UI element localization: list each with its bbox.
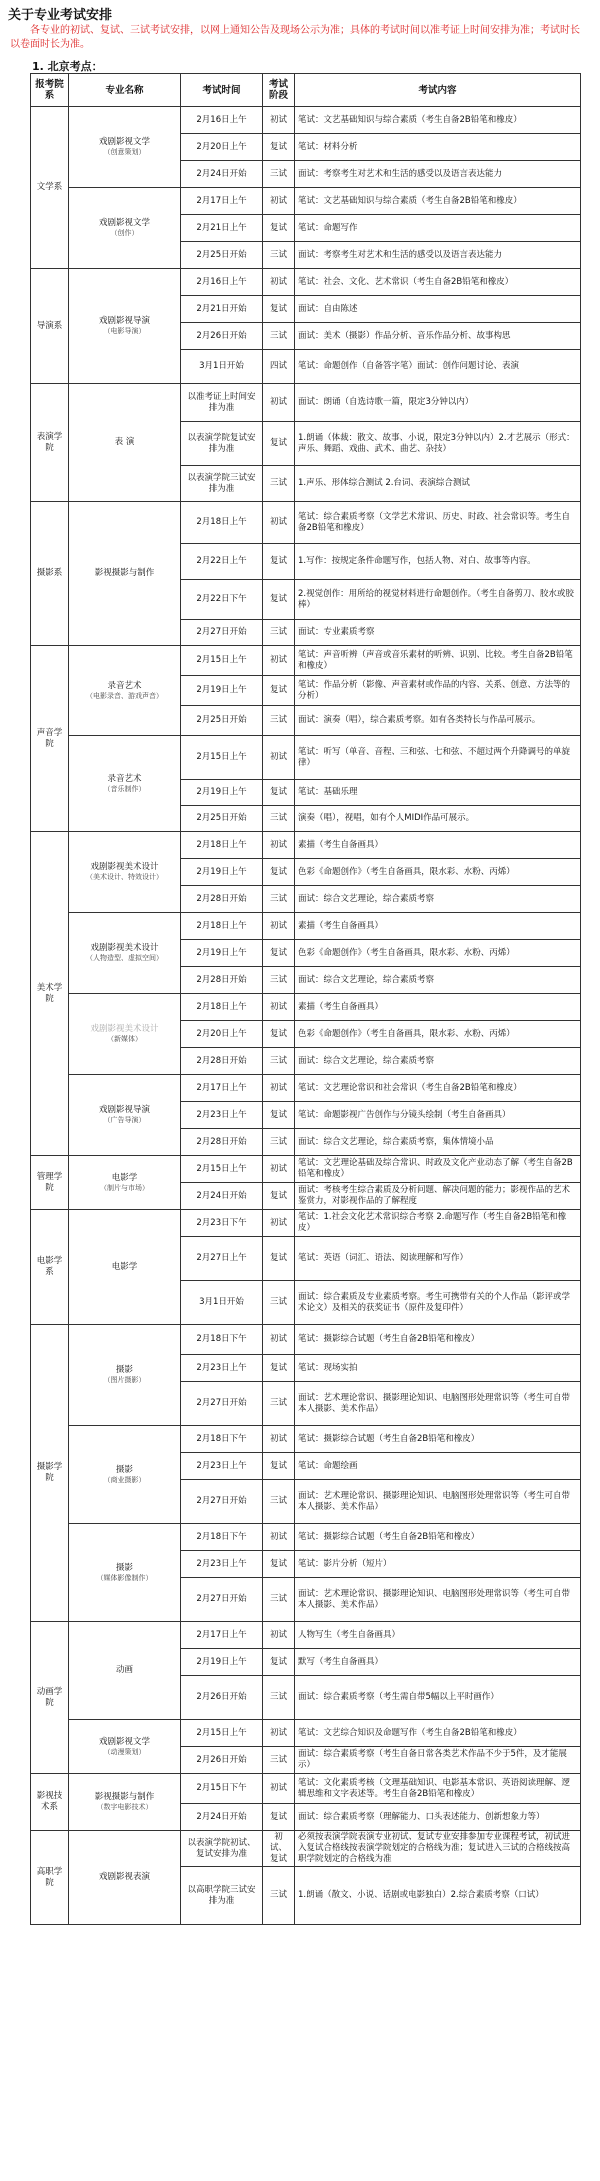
cell-stage: 初试: [263, 502, 295, 544]
cell-stage: 三试: [263, 620, 295, 646]
major-name: 戏剧影视文学: [98, 218, 150, 228]
cell-stage: 复试: [263, 1649, 295, 1676]
cell-stage: 复试: [263, 1355, 295, 1382]
cell-content: 默写（考生自备画具）: [295, 1649, 581, 1676]
cell-stage: 初试: [263, 1774, 295, 1804]
cell-content: 笔试：听写（单音、音程、三和弦、七和弦、不超过两个升降调号的单旋律）: [295, 736, 581, 780]
cell-time: 2月16日上午: [181, 269, 263, 296]
table-row: [31, 1831, 581, 1867]
cell-content: 素描（考生自备画具）: [295, 994, 581, 1021]
cell-content: 面试：美术（摄影）作品分析、音乐作品分析、故事构思: [295, 323, 581, 350]
cell-time: 2月22日下午: [181, 580, 263, 620]
cell-content: 面试：综合文艺理论，综合素质考察: [295, 886, 581, 913]
cell-stage: 三试: [263, 1129, 295, 1156]
cell-stage: 初试: [263, 913, 295, 940]
cell-time: 以准考证上时间安排为准: [181, 384, 263, 422]
cell-time: 2月17日上午: [181, 1075, 263, 1102]
table-row: [31, 1622, 581, 1649]
cell-stage: 复试: [263, 1021, 295, 1048]
table-row: [31, 1524, 581, 1551]
cell-college: 摄影系: [31, 502, 69, 646]
cell-stage: 三试: [263, 323, 295, 350]
cell-content: 笔试：作品分析（影像、声音素材或作品的内容、关系、创意、方法等的分析）: [295, 676, 581, 706]
cell-stage: 复试: [263, 940, 295, 967]
cell-college: 导演系: [31, 269, 69, 384]
cell-content: 笔试：文艺基础知识与综合素质（考生自备2B铅笔和橡皮）: [295, 107, 581, 134]
cell-content: 面试：综合素质考察（理解能力、口头表述能力、创新想象力等）: [295, 1804, 581, 1831]
cell-major: [69, 832, 181, 913]
cell-time: 2月27日开始: [181, 1578, 263, 1622]
cell-time: 2月18日上午: [181, 994, 263, 1021]
cell-college: 高职学院: [31, 1831, 69, 1925]
notice-text: 各专业的初试、复试、三试考试安排，以网上通知公告及现场公示为准；具体的考试时间以准考证上时间安排为准；考试时长以卷面时长为准。: [10, 25, 580, 50]
cell-college: 管理学院: [31, 1156, 69, 1210]
cell-time: 2月26日开始: [181, 323, 263, 350]
major-name: 影视摄影与制作: [94, 1792, 155, 1802]
major-subtitle: （创作）: [110, 229, 139, 237]
table-row: [31, 646, 581, 676]
cell-stage: 三试: [263, 1480, 295, 1524]
cell-stage: 复试: [263, 1551, 295, 1578]
cell-time: 2月25日开始: [181, 806, 263, 832]
cell-stage: 初试: [263, 1210, 295, 1237]
table-row: [31, 1720, 581, 1747]
cell-major: [69, 1524, 181, 1622]
header-stage: 考试阶段: [263, 74, 295, 107]
cell-time: 2月17日上午: [181, 188, 263, 215]
exam-schedule-table: [30, 73, 581, 1925]
cell-college: 电影学系: [31, 1210, 69, 1325]
cell-content: 必须按表演学院表演专业初试、复试专业安排参加专业课程考试，初试进入复试合格线按表演学院划定的合格线为准；复试进入三试的合格线按高职学院划定的合格线为准: [295, 1831, 581, 1867]
major-subtitle: （电影录音、游戏声音）: [86, 691, 163, 700]
header-major: 专业名称: [69, 74, 181, 107]
table-row: [31, 107, 581, 134]
cell-time: 2月23日上午: [181, 1355, 263, 1382]
cell-time: 2月19日上午: [181, 1649, 263, 1676]
header-time: 考试时间: [181, 74, 263, 107]
cell-major: [69, 188, 181, 269]
major-subtitle: （广告导演）: [103, 1116, 146, 1124]
cell-content: 笔试：文化素质考核（文理基础知识、电影基本常识、英语阅读理解、逻辑思维和文字表述等。考生自备2B铅笔和橡皮）: [295, 1774, 581, 1804]
major-subtitle: （媒体影像制作）: [96, 1573, 153, 1582]
cell-time: 以表演学院三试安排为准: [181, 466, 263, 502]
cell-stage: 初试: [263, 1156, 295, 1183]
major-name: 戏剧影视导演: [98, 316, 150, 326]
cell-time: 2月24日开始: [181, 1183, 263, 1210]
cell-content: 笔试：影片分析（短片）: [295, 1551, 581, 1578]
cell-stage: 三试: [263, 706, 295, 736]
cell-content: 笔试：命题创作（自备答字笔）面试：创作问题讨论、表演: [295, 350, 581, 384]
cell-stage: 三试: [263, 242, 295, 269]
cell-content: 面试：演奏（唱），综合素质考察。如有各类特长与作品可展示。: [295, 706, 581, 736]
cell-content: 笔试：文艺综合知识及命题写作（考生自备2B铅笔和橡皮）: [295, 1720, 581, 1747]
cell-time: 2月18日上午: [181, 913, 263, 940]
cell-time: 2月27日开始: [181, 1382, 263, 1426]
cell-time: 2月28日开始: [181, 967, 263, 994]
cell-content: 1.朗诵（体裁：散文、故事、小说，限定3分钟以内）2.才艺展示（形式：声乐、舞蹈、戏曲、武术、曲艺、杂技）: [295, 422, 581, 466]
cell-stage: 初试: [263, 1426, 295, 1453]
cell-stage: 三试: [263, 161, 295, 188]
cell-major: [69, 502, 181, 646]
cell-content: 面试：考察考生对艺术和生活的感受以及语言表达能力: [295, 161, 581, 188]
cell-stage: 复试: [263, 296, 295, 323]
cell-time: 3月1日开始: [181, 1281, 263, 1325]
cell-major: [69, 1156, 181, 1210]
cell-stage: 三试: [263, 886, 295, 913]
table-row: [31, 1210, 581, 1237]
cell-time: 2月26日开始: [181, 1676, 263, 1720]
major-name: 摄影: [115, 1562, 133, 1573]
major-name: 戏剧影视表演: [98, 1872, 150, 1882]
cell-content: 色彩《命题创作》（考生自备画具，限水彩、水粉、丙烯）: [295, 859, 581, 886]
cell-time: 2月23日上午: [181, 1551, 263, 1578]
cell-major: [69, 1426, 181, 1524]
major-subtitle: （动漫策划）: [103, 1747, 146, 1756]
cell-major: [69, 1325, 181, 1426]
cell-major: [69, 1210, 181, 1325]
major-name: 电影学: [111, 1261, 138, 1272]
cell-content: 面试：综合文艺理论，综合素质考察: [295, 1048, 581, 1075]
cell-major: [69, 384, 181, 502]
cell-content: 面试：自由陈述: [295, 296, 581, 323]
cell-stage: 复试: [263, 676, 295, 706]
cell-time: 2月15日上午: [181, 736, 263, 780]
cell-time: 2月15日下午: [181, 1774, 263, 1804]
cell-content: 笔试：基础乐理: [295, 780, 581, 806]
cell-content: 笔试：文艺理论基础及综合常识、时政及文化产业动态了解（考生自备2B铅笔和橡皮）: [295, 1156, 581, 1183]
cell-time: 2月24日开始: [181, 161, 263, 188]
cell-content: 面试：专业素质考察: [295, 620, 581, 646]
cell-time: 2月18日下午: [181, 1426, 263, 1453]
table-row: [31, 502, 581, 544]
cell-content: 笔试：材料分析: [295, 134, 581, 161]
table-row: [31, 1325, 581, 1355]
cell-stage: 三试: [263, 1382, 295, 1426]
cell-content: 色彩《命题创作》（考生自备画具，限水彩、水粉、丙烯）: [295, 1021, 581, 1048]
cell-stage: 三试: [263, 1676, 295, 1720]
cell-content: 面试：朗诵（自选诗歌一篇，限定3分钟以内）: [295, 384, 581, 422]
cell-time: 2月27日开始: [181, 620, 263, 646]
cell-college: 摄影学院: [31, 1325, 69, 1622]
table-body: [31, 107, 581, 1925]
cell-stage: 复试: [263, 1804, 295, 1831]
cell-stage: 三试: [263, 1281, 295, 1325]
cell-stage: 复试: [263, 580, 295, 620]
cell-time: 2月15日上午: [181, 646, 263, 676]
cell-stage: 三试: [263, 967, 295, 994]
cell-major: [69, 1075, 181, 1156]
major-name: 戏剧影视美术设计: [90, 1024, 159, 1034]
major-subtitle: （电影导演）: [103, 327, 146, 335]
cell-stage: 初试: [263, 1720, 295, 1747]
cell-stage: 复试: [263, 422, 295, 466]
cell-content: 面试：艺术理论常识、摄影理论知识、电脑图形处理常识等（考生可自带本人摄影、美术作品）: [295, 1382, 581, 1426]
cell-content: 1.声乐、形体综合测试 2.台词、表演综合测试: [295, 466, 581, 502]
cell-time: 2月28日开始: [181, 1048, 263, 1075]
cell-stage: 三试: [263, 806, 295, 832]
table-row: [31, 994, 581, 1021]
cell-college: 影视技术系: [31, 1774, 69, 1831]
major-name: 摄影: [115, 1365, 133, 1375]
cell-content: 演奏（唱），视唱，如有个人MIDI作品可展示。: [295, 806, 581, 832]
cell-time: 以高职学院三试安排为准: [181, 1867, 263, 1925]
cell-major: [69, 1720, 181, 1774]
major-subtitle: （新媒体）: [107, 1035, 142, 1043]
major-subtitle: （制片与市场）: [100, 1183, 149, 1192]
cell-time: 2月21日上午: [181, 215, 263, 242]
cell-stage: 初试: [263, 1524, 295, 1551]
cell-time: 2月24日开始: [181, 1804, 263, 1831]
cell-stage: 初试、复试: [263, 1831, 295, 1867]
major-subtitle: （创意策划）: [103, 148, 146, 156]
cell-stage: 三试: [263, 1867, 295, 1925]
cell-college: 美术学院: [31, 832, 69, 1156]
cell-major: [69, 646, 181, 736]
cell-stage: 初试: [263, 736, 295, 780]
cell-major: [69, 913, 181, 994]
cell-content: 1.写作：按规定条件命题写作，包括人物、对白、故事等内容。: [295, 544, 581, 580]
cell-stage: 复试: [263, 780, 295, 806]
cell-content: 1.朗诵（散文、小说、话剧或电影独白）2.综合素质考察（口试）: [295, 1867, 581, 1925]
cell-stage: 初试: [263, 832, 295, 859]
cell-content: 素描（考生自备画具）: [295, 913, 581, 940]
cell-college: 动画学院: [31, 1622, 69, 1774]
cell-stage: 初试: [263, 269, 295, 296]
major-subtitle: （商业摄影）: [103, 1475, 146, 1484]
cell-time: 2月18日下午: [181, 1325, 263, 1355]
cell-stage: 初试: [263, 188, 295, 215]
cell-time: 3月1日开始: [181, 350, 263, 384]
cell-content: 笔试：声音听辨（声音或音乐素材的听辨、识别、比较。考生自备2B铅笔和橡皮）: [295, 646, 581, 676]
cell-content: 笔试：社会、文化、艺术常识（考生自备2B铅笔和橡皮）: [295, 269, 581, 296]
cell-stage: 初试: [263, 107, 295, 134]
major-name: 动画: [115, 1665, 133, 1675]
cell-time: 以表演学院复试安排为准: [181, 422, 263, 466]
cell-time: 2月16日上午: [181, 107, 263, 134]
cell-stage: 三试: [263, 1048, 295, 1075]
cell-time: 2月28日开始: [181, 886, 263, 913]
cell-time: 2月21日开始: [181, 296, 263, 323]
cell-major: [69, 107, 181, 188]
cell-content: 人物写生（考生自备画具）: [295, 1622, 581, 1649]
cell-content: 笔试：命题绘画: [295, 1453, 581, 1480]
cell-content: 面试：综合素质及专业素质考察。考生可携带有关的个人作品（影评或学术论文）及相关的获奖证书（原件及复印件）: [295, 1281, 581, 1325]
major-name: 摄影: [115, 1464, 133, 1475]
cell-time: 2月19日上午: [181, 940, 263, 967]
cell-major: [69, 1774, 181, 1831]
cell-stage: 复试: [263, 1183, 295, 1210]
cell-stage: 复试: [263, 215, 295, 242]
cell-time: 2月27日开始: [181, 1480, 263, 1524]
cell-stage: 初试: [263, 646, 295, 676]
cell-time: 2月20日上午: [181, 1021, 263, 1048]
cell-time: 2月19日上午: [181, 780, 263, 806]
major-subtitle: （美术设计、特效设计）: [86, 873, 163, 881]
cell-stage: 复试: [263, 134, 295, 161]
cell-stage: 复试: [263, 544, 295, 580]
major-subtitle: （音乐制作）: [103, 784, 146, 793]
cell-time: 2月20日上午: [181, 134, 263, 161]
major-name: 影视摄影与制作: [94, 568, 155, 578]
cell-content: 笔试：命题写作: [295, 215, 581, 242]
table-row: [31, 1156, 581, 1183]
cell-time: 2月18日上午: [181, 502, 263, 544]
cell-content: 笔试：文艺理论常识和社会常识（考生自备2B铅笔和橡皮）: [295, 1075, 581, 1102]
cell-time: 2月23日上午: [181, 1453, 263, 1480]
cell-content: 面试：考核考生综合素质及分析问题、解决问题的能力；影视作品的艺术鉴赏力，对影视作品的了解程度: [295, 1183, 581, 1210]
table-row: [31, 1774, 581, 1804]
cell-time: 2月19日上午: [181, 859, 263, 886]
cell-stage: 复试: [263, 1102, 295, 1129]
table-row: [31, 188, 581, 215]
table-row: [31, 832, 581, 859]
cell-content: 笔试：命题影视广告创作与分镜头绘制（考生自备画具）: [295, 1102, 581, 1129]
cell-time: 2月23日下午: [181, 1210, 263, 1237]
cell-major: [69, 1831, 181, 1925]
table-header-row: [31, 74, 581, 107]
cell-stage: 三试: [263, 466, 295, 502]
cell-stage: 初试: [263, 384, 295, 422]
cell-major: [69, 269, 181, 384]
major-name: 戏剧影视文学: [98, 137, 150, 147]
cell-time: 2月28日开始: [181, 1129, 263, 1156]
cell-time: 2月27日上午: [181, 1237, 263, 1281]
major-name: 录音艺术: [107, 680, 142, 691]
table-row: [31, 1075, 581, 1102]
cell-time: 2月23日上午: [181, 1102, 263, 1129]
cell-college: 声音学院: [31, 646, 69, 832]
cell-stage: 初试: [263, 1325, 295, 1355]
cell-content: 笔试：综合素质考察（文学艺术常识、历史、时政、社会常识等。考生自备2B铅笔和橡皮）: [295, 502, 581, 544]
major-name: 表 演: [114, 437, 135, 447]
cell-major: [69, 994, 181, 1075]
cell-content: 笔试：摄影综合试题（考生自备2B铅笔和橡皮）: [295, 1524, 581, 1551]
cell-time: 2月17日上午: [181, 1622, 263, 1649]
cell-content: 笔试：摄影综合试题（考生自备2B铅笔和橡皮）: [295, 1325, 581, 1355]
cell-content: 面试：综合素质考察（考生需自带5幅以上平时画作）: [295, 1676, 581, 1720]
cell-time: 2月15日上午: [181, 1156, 263, 1183]
cell-content: 面试：艺术理论常识、摄影理论知识、电脑图形处理常识等（考生可自带本人摄影、美术作品）: [295, 1578, 581, 1622]
cell-stage: 初试: [263, 1075, 295, 1102]
cell-major: [69, 736, 181, 832]
cell-content: 面试：考察考生对艺术和生活的感受以及语言表达能力: [295, 242, 581, 269]
cell-time: 2月18日上午: [181, 832, 263, 859]
cell-content: 色彩《命题创作》（考生自备画具，限水彩、水粉、丙烯）: [295, 940, 581, 967]
major-name: 电影学: [111, 1172, 138, 1183]
cell-major: [69, 1622, 181, 1720]
table-row: [31, 1426, 581, 1453]
cell-content: 面试：综合素质考察（考生自备日常各类艺术作品不少于5件，及才能展示）: [295, 1747, 581, 1774]
cell-content: 面试：艺术理论常识、摄影理论知识、电脑图形处理常识等（考生可自带本人摄影、美术作品）: [295, 1480, 581, 1524]
cell-content: 笔试：1.社会文化艺术常识综合考察 2.命题写作（考生自备2B铅笔和橡皮）: [295, 1210, 581, 1237]
cell-time: 2月26日开始: [181, 1747, 263, 1774]
cell-stage: 复试: [263, 1453, 295, 1480]
cell-time: 2月25日开始: [181, 706, 263, 736]
table-row: [31, 269, 581, 296]
cell-stage: 复试: [263, 1237, 295, 1281]
major-subtitle: （数字电影技术）: [96, 1803, 153, 1811]
header-college: 报考院系: [31, 74, 69, 107]
cell-content: 笔试：现场实拍: [295, 1355, 581, 1382]
cell-content: 2.视觉创作：用所给的视觉材料进行命题创作。（考生自备剪刀、胶水或胶棒）: [295, 580, 581, 620]
cell-time: 2月15日上午: [181, 1720, 263, 1747]
cell-stage: 初试: [263, 1622, 295, 1649]
major-name: 戏剧影视文学: [98, 1736, 150, 1747]
cell-time: 2月25日开始: [181, 242, 263, 269]
page-title: 关于专业考试安排: [8, 8, 113, 23]
cell-stage: 初试: [263, 994, 295, 1021]
section-heading: 1. 北京考点：: [32, 60, 103, 73]
cell-stage: 三试: [263, 1747, 295, 1774]
cell-stage: 复试: [263, 859, 295, 886]
header-content: 考试内容: [295, 74, 581, 107]
cell-content: 笔试：英语（词汇、语法、阅读理解和写作）: [295, 1237, 581, 1281]
major-subtitle: （人物造型、虚拟空间）: [86, 954, 163, 962]
cell-content: 素描（考生自备画具）: [295, 832, 581, 859]
major-subtitle: （图片摄影）: [103, 1376, 146, 1384]
major-name: 录音艺术: [107, 773, 142, 784]
major-name: 戏剧影视美术设计: [90, 862, 159, 872]
major-name: 戏剧影视美术设计: [90, 943, 159, 953]
cell-college: 文学系: [31, 107, 69, 269]
cell-time: 2月19日上午: [181, 676, 263, 706]
cell-content: 笔试：文艺基础知识与综合素质（考生自备2B铅笔和橡皮）: [295, 188, 581, 215]
cell-content: 面试：综合文艺理论，综合素质考察: [295, 967, 581, 994]
major-name: 戏剧影视导演: [98, 1105, 150, 1115]
cell-time: 以表演学院初试、复试安排为准: [181, 1831, 263, 1867]
table-row: [31, 384, 581, 422]
cell-stage: 四试: [263, 350, 295, 384]
table-row: [31, 736, 581, 780]
cell-college: 表演学院: [31, 384, 69, 502]
cell-time: 2月22日上午: [181, 544, 263, 580]
cell-time: 2月18日下午: [181, 1524, 263, 1551]
table-row: [31, 913, 581, 940]
cell-stage: 三试: [263, 1578, 295, 1622]
cell-content: 笔试：摄影综合试题（考生自备2B铅笔和橡皮）: [295, 1426, 581, 1453]
cell-content: 面试：综合文艺理论，综合素质考察，集体情境小品: [295, 1129, 581, 1156]
